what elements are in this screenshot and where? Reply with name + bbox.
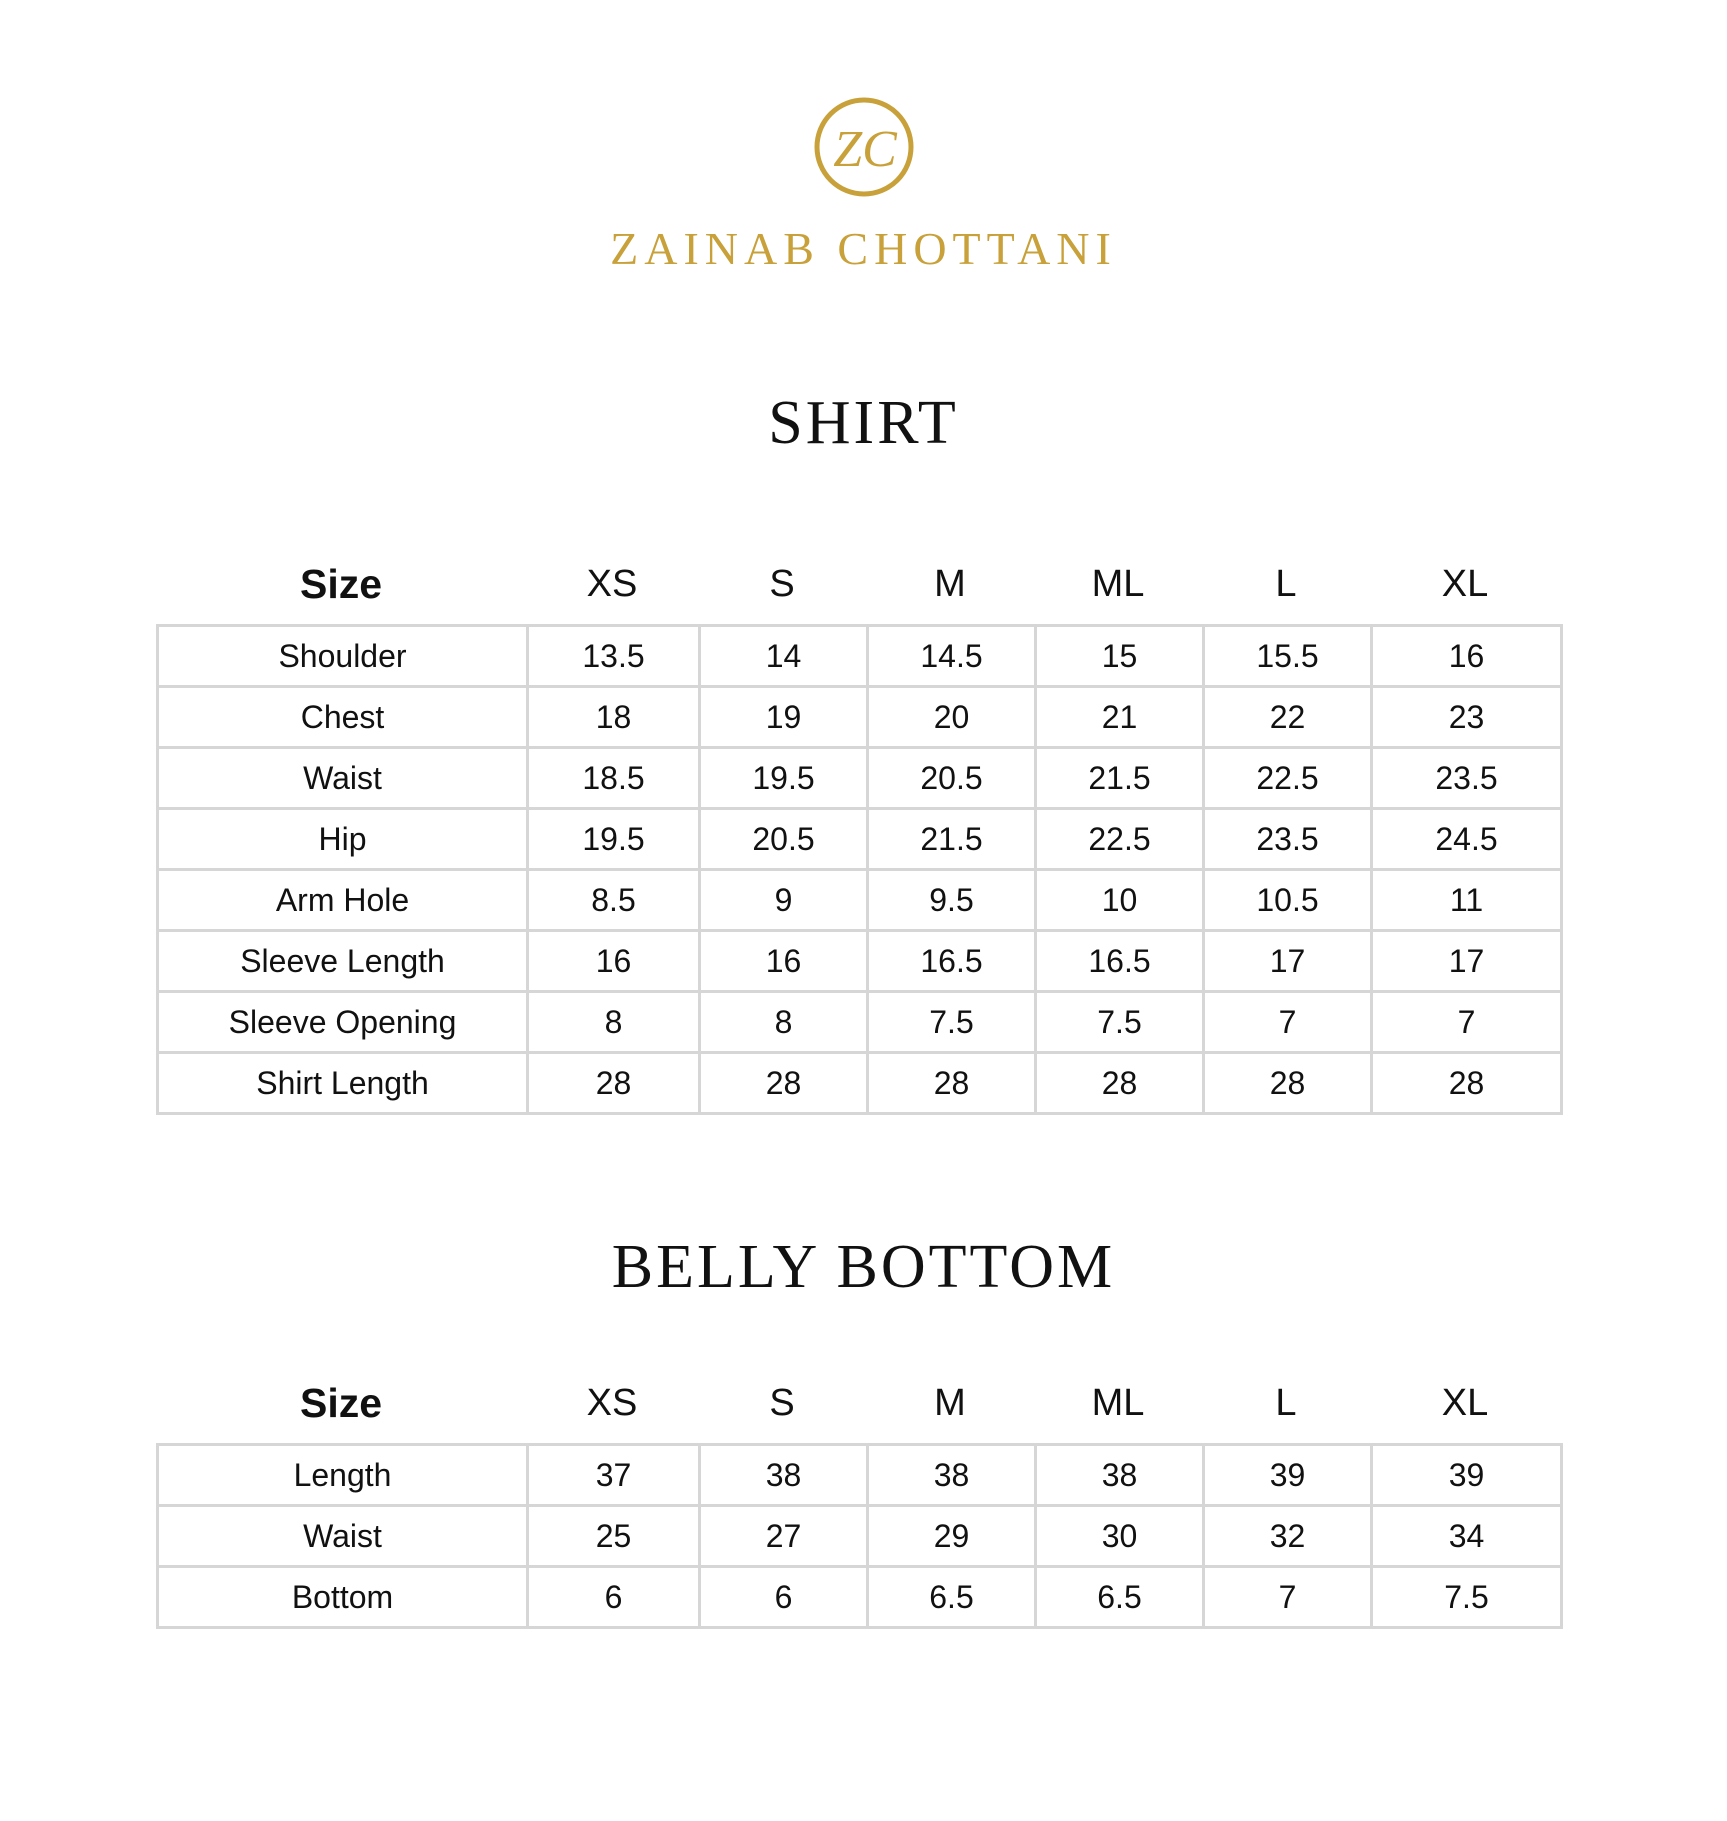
measurement-value: 6	[700, 1567, 868, 1628]
measurement-value: 7	[1204, 992, 1372, 1053]
measurement-value: 21	[1036, 687, 1204, 748]
measurement-value: 19.5	[700, 748, 868, 809]
table-row	[158, 992, 1562, 1053]
measurement-value: 10	[1036, 870, 1204, 931]
size-column-header: ML	[1091, 563, 1145, 605]
measurement-value: 7.5	[868, 992, 1036, 1053]
measurement-value: 15	[1036, 626, 1204, 687]
belly-bottom-size-header	[156, 1378, 1560, 1428]
measurement-value: 38	[700, 1445, 868, 1506]
measurement-value: 32	[1204, 1506, 1372, 1567]
measurement-value: 21.5	[868, 809, 1036, 870]
shirt-size-table	[156, 624, 1563, 1115]
measurement-value: 14	[700, 626, 868, 687]
measurement-value: 23.5	[1372, 748, 1562, 809]
table-row	[158, 626, 1562, 687]
table-row	[158, 1053, 1562, 1114]
table-row	[158, 809, 1562, 870]
measurement-value: 7.5	[1036, 992, 1204, 1053]
measurement-value: 8	[528, 992, 700, 1053]
measurement-value: 20	[868, 687, 1036, 748]
measurement-value: 7.5	[1372, 1567, 1562, 1628]
brand-name: ZAINAB CHOTTANI	[610, 223, 1117, 274]
size-column-header: ML	[1091, 1382, 1145, 1424]
svg-text:ZC: ZC	[832, 121, 897, 178]
measurement-value: 7	[1372, 992, 1562, 1053]
measurement-value: 28	[1372, 1053, 1562, 1114]
measurement-value: 22.5	[1204, 748, 1372, 809]
zc-monogram-icon	[809, 92, 919, 202]
measurement-value: 16	[1372, 626, 1562, 687]
measurement-value: 16.5	[1036, 931, 1204, 992]
measurement-value: 19.5	[528, 809, 700, 870]
measurement-value: 6.5	[868, 1567, 1036, 1628]
measurement-value: 19	[700, 687, 868, 748]
measurement-value: 18	[528, 687, 700, 748]
size-column-header: L	[1275, 1382, 1297, 1424]
size-column-header: L	[1275, 563, 1297, 605]
measurement-label: Waist	[158, 1506, 528, 1567]
measurement-value: 8.5	[528, 870, 700, 931]
measurement-value: 22	[1204, 687, 1372, 748]
measurement-label: Arm Hole	[158, 870, 528, 931]
measurement-value: 10.5	[1204, 870, 1372, 931]
measurement-value: 23	[1372, 687, 1562, 748]
table-row	[158, 870, 1562, 931]
measurement-value: 22.5	[1036, 809, 1204, 870]
measurement-value: 13.5	[528, 626, 700, 687]
size-header-label: Size	[299, 1380, 383, 1426]
measurement-label: Shirt Length	[158, 1053, 528, 1114]
size-column-header: S	[769, 1382, 795, 1424]
measurement-value: 20.5	[868, 748, 1036, 809]
measurement-value: 9.5	[868, 870, 1036, 931]
table-row	[158, 931, 1562, 992]
measurement-value: 9	[700, 870, 868, 931]
size-column-header: S	[769, 563, 795, 605]
measurement-value: 39	[1372, 1445, 1562, 1506]
shirt-section-title: SHIRT	[768, 389, 959, 457]
measurement-value: 7	[1204, 1567, 1372, 1628]
size-column-header: XL	[1441, 1382, 1489, 1424]
measurement-value: 16.5	[868, 931, 1036, 992]
measurement-value: 34	[1372, 1506, 1562, 1567]
measurement-value: 23.5	[1204, 809, 1372, 870]
measurement-label: Bottom	[158, 1567, 528, 1628]
measurement-label: Hip	[158, 809, 528, 870]
measurement-value: 8	[700, 992, 868, 1053]
measurement-value: 38	[868, 1445, 1036, 1506]
table-row	[158, 748, 1562, 809]
measurement-value: 17	[1204, 931, 1372, 992]
measurement-label: Shoulder	[158, 626, 528, 687]
measurement-value: 24.5	[1372, 809, 1562, 870]
size-column-header: XL	[1441, 563, 1489, 605]
measurement-value: 16	[700, 931, 868, 992]
measurement-value: 28	[1036, 1053, 1204, 1114]
measurement-value: 6.5	[1036, 1567, 1204, 1628]
table-row	[158, 1445, 1562, 1506]
measurement-label: Chest	[158, 687, 528, 748]
measurement-value: 17	[1372, 931, 1562, 992]
measurement-value: 39	[1204, 1445, 1372, 1506]
measurement-value: 21.5	[1036, 748, 1204, 809]
measurement-value: 28	[1204, 1053, 1372, 1114]
measurement-label: Waist	[158, 748, 528, 809]
shirt-size-header	[156, 559, 1560, 609]
measurement-label: Sleeve Opening	[158, 992, 528, 1053]
measurement-label: Length	[158, 1445, 528, 1506]
size-column-header: XS	[586, 1382, 638, 1424]
measurement-value: 28	[868, 1053, 1036, 1114]
measurement-value: 29	[868, 1506, 1036, 1567]
size-column-header: M	[934, 1382, 966, 1424]
measurement-value: 11	[1372, 870, 1562, 931]
measurement-label: Sleeve Length	[158, 931, 528, 992]
measurement-value: 37	[528, 1445, 700, 1506]
table-row	[158, 1567, 1562, 1628]
size-column-header: M	[934, 563, 966, 605]
measurement-value: 15.5	[1204, 626, 1372, 687]
measurement-value: 28	[700, 1053, 868, 1114]
measurement-value: 27	[700, 1506, 868, 1567]
measurement-value: 38	[1036, 1445, 1204, 1506]
measurement-value: 18.5	[528, 748, 700, 809]
measurement-value: 14.5	[868, 626, 1036, 687]
measurement-value: 28	[528, 1053, 700, 1114]
belly-bottom-size-table	[156, 1443, 1563, 1629]
measurement-value: 30	[1036, 1506, 1204, 1567]
measurement-value: 25	[528, 1506, 700, 1567]
size-column-header: XS	[586, 563, 638, 605]
measurement-value: 16	[528, 931, 700, 992]
table-row	[158, 687, 1562, 748]
belly-bottom-section-title: BELLY BOTTOM	[611, 1233, 1116, 1301]
table-row	[158, 1506, 1562, 1567]
size-header-label: Size	[299, 561, 383, 607]
measurement-value: 6	[528, 1567, 700, 1628]
brand-logo	[0, 92, 1727, 202]
measurement-value: 20.5	[700, 809, 868, 870]
